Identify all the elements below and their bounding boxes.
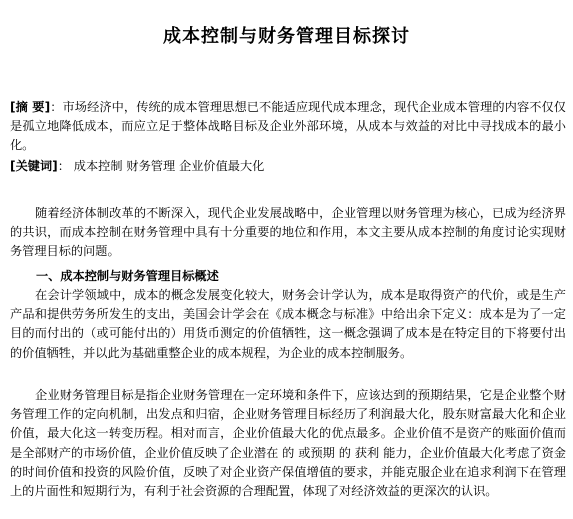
intro-paragraph: 随着经济体制改革的不断深入，现代企业发展战略中，企业管理以财务管理为核心，已成为经济界的共识，而成本控制在财务管理中具有十分重要的地位和作用，本文主要从成本控制的角度讨论实现财务管理目标的问题。 — [10, 206, 566, 259]
section-heading: 一、成本控制与财务管理目标概述 — [36, 269, 219, 283]
keywords-paragraph — [10, 157, 566, 176]
body-paragraph-1: 在会计学领域中，成本的概念发展变化较大，财务会计学认为，成本是取得资产的代价，或是生产产品和提供劳务所发生的支出，美国会计学会在《成本概念与标准》中给出余下定义：成本是为了一定目的而付出的（或可能付出的）用货币测定的价值牺牲，这一概念强调了成本是在特定目的下将要付出的价值牺牲，并以此为基础重整企业的成本规程，为企业的成本控制服务。 — [10, 288, 566, 360]
abstract-paragraph — [10, 98, 566, 156]
keywords-text: ： 成本控制 财务管理 企业价值最大化 — [57, 159, 265, 173]
abstract-text: ：市场经济中，传统的成本管理思想已不能适应现代成本理念，现代企业成本管理的内容不仅仅是孤立地降低成本，而应立足于整体战略目标及企业外部环境，从成本与效益的对比中寻找成本的最小化。 — [10, 100, 566, 153]
body-paragraph-2: 企业财务管理目标是指企业财务管理在一定环境和条件下，应该达到的预期结果，它是企业整个财务管理工作的定向机制，出发点和归宿，企业财务管理目标经历了利润最大化，股东财富最大化和企业价值，最大化这一转变历程。相对而言，企业价值最大化的优点最多。企业价值不是资产的账面价值而是全部财产的市场价值，企业价值反映了企业潜在 的 或预期 的 获利 能力，企业价值最大化考虑了资金的时间价值和投资的风险价值，反映了对企业资产保值增值的要求，并能克服企业在追求利润下在管理上的片面性和短期行为，有利于社会资源的合理配置，体现了对经济效益的更深次的认识。 — [10, 388, 566, 499]
document-title: 成本控制与财务管理目标探讨 — [163, 26, 410, 47]
keywords-label: [关键词] — [10, 159, 58, 173]
abstract-label: [摘 要] — [10, 100, 51, 114]
